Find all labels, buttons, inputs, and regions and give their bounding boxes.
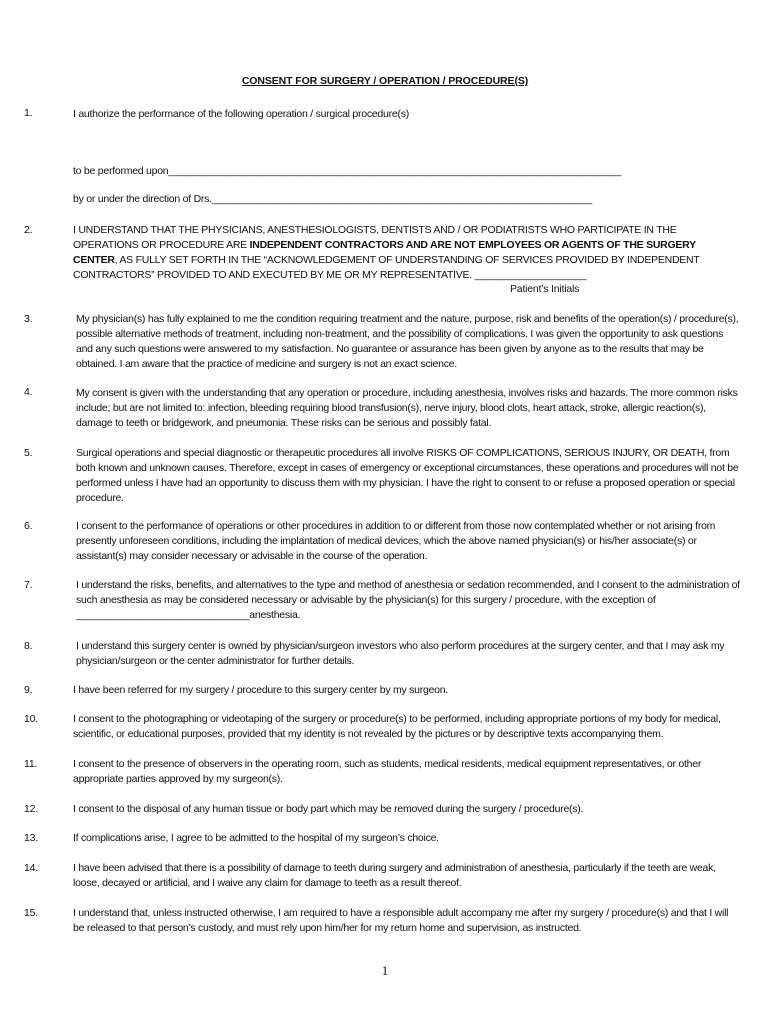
item-number-13: 13. — [24, 832, 38, 844]
item-number-14: 14. — [24, 862, 38, 874]
item-text-9: I have been referred for my surgery / procedure to this surgery center by my surgeon. — [73, 684, 449, 696]
item-text-1: I authorize the performance of the following operation / surgical procedure(s) — [73, 108, 409, 120]
item-number-11: 11. — [24, 758, 38, 770]
item-number-12: 12. — [24, 803, 38, 815]
item-number-10: 10. — [24, 713, 38, 725]
item-text-6: I consent to the performance of operations or other procedures in addition to or different from those now contemplated whether or not arising from presently unforeseen conditions, including the implantation of medical devices, which the above named physician(s) or his/her associate(s) or assistant(s) may consider necessary or advisable in the course of the operation. — [76, 520, 716, 562]
item-number-2: 2. — [24, 224, 33, 236]
item-text-15: I understand that, unless instructed otherwise, I am required to have a responsible adult accompany me after my surgery / procedure(s) and that I will be released to that person’s custody, and must rely upon him/her for my return home and supervision, as instructed. — [73, 907, 729, 934]
item-text-10: I consent to the photographing or videotaping of the surgery or procedure(s) to be performed, including appropriate portions of my body for medical, scientific, or educational purposes, provided that my identity is not revealed by the pictures or by descriptive texts accompanying them. — [73, 713, 721, 740]
page-number: 1 — [381, 963, 389, 978]
item-number-9: 9. — [24, 684, 33, 696]
item-number-3: 3. — [24, 313, 33, 325]
item-number-7: 7. — [24, 579, 33, 591]
item-text-7: I understand the risks, benefits, and alternatives to the type and method of anesthesia or sedation recommended, and I consent to the administration of such anesthesia as may be considered necessary or advisable by the physician(s) for this surgery / procedure, with the exception of _______________________________anesthesia. — [76, 579, 740, 621]
item-text-4: My consent is given with the understanding that any operation or procedure, including anesthesia, involves risks and hazards. The more common risks include; but are not limited to: infection, bleeding requiring blood transfusion(s), nerve injury, blood clots, heart attack, stroke, allergic reaction(s), damage to teeth or bridgework, and pneumonia. These risks can be serious and possibly fatal. — [76, 387, 738, 429]
independent-contractors-notice: INDEPENDENT CONTRACTORS AND ARE NOT EMPLOYEES OR AGENTS OF THE SURGERY CENTER — [73, 239, 696, 266]
item-number-1: 1. — [24, 107, 33, 119]
direction-of-line: by or under the direction of Drs.____________________________________________________________________ — [73, 193, 592, 205]
item-number-6: 6. — [24, 520, 33, 532]
item-text-13: If complications arise, I agree to be admitted to the hospital of my surgeon’s choice. — [73, 832, 439, 844]
item-text-14: I have been advised that there is a possibility of damage to teeth during surgery and administration of anesthesia, particularly if the teeth are weak, loose, decayed or artificial, and I waive any claim for damage to teeth as a result thereof. — [73, 862, 716, 889]
item-number-15: 15. — [24, 907, 38, 919]
item-text-12: I consent to the disposal of any human tissue or body part which may be removed during the surgery / procedure(s). — [73, 803, 584, 815]
performed-upon-line: to be performed upon_________________________________________________________________________________ — [73, 165, 622, 177]
item-number-5: 5. — [24, 447, 33, 459]
item-number-8: 8. — [24, 640, 33, 652]
item-text-5: Surgical operations and special diagnostic or therapeutic procedures all involve RISKS OF COMPLICATIONS, SERIOUS INJURY, OR DEATH, from both known and unknown causes. Therefore, except in cases of emergency or exceptional circumstances, these operations and procedures will not be performed unless I have had an opportunity to discuss them with my physician. I have the right to consent to or refuse a proposed operation or special procedure. — [76, 447, 739, 504]
patient-initials-label: Patient’s Initials — [510, 283, 580, 295]
form-title: CONSENT FOR SURGERY / OPERATION / PROCEDURE(S) — [241, 75, 529, 87]
item-text-11: I consent to the presence of observers in the operating room, such as students, medical residents, medical equipment representatives, or other appropriate parties approved by my surgeon(s). — [73, 758, 702, 785]
item-text-8: I understand this surgery center is owned by physician/surgeon investors who also perform procedures at the surgery center, and that I may ask my physician/surgeon or the center administrator for further details. — [76, 640, 725, 667]
item-text-2: I UNDERSTAND THAT THE PHYSICIANS, ANESTHESIOLOGISTS, DENTISTS AND / OR PODIATRISTS WHO PARTICIPATE IN THE OPERATIONS OR PROCEDURE ARE INDEPENDENT CONTRACTORS AND ARE NOT EMPLOYEES OR AGENTS OF THE SURGERY CENTER, AS FULLY SET FORTH IN THE “ACKNOWLEDGEMENT OF UNDERSTANDING OF SERVICES PROVIDED BY INDEPENDENT CONTRACTORS” PROVIDED TO AND EXECUTED BY ME OR MY REPRESENTATIVE. ____________________ — [73, 224, 700, 281]
item-text-3: My physician(s) has fully explained to me the condition requiring treatment and the nature, purpose, risk and benefits of the operation(s) / procedure(s), possible alternative methods of treatment, including non-treatment, and the possibility of complications. I was given the opportunity to ask questions and any such questions were answered to my satisfaction. No guarantee or assurance has been given by anyone as to the results that may be obtained. I am aware that the practice of medicine and surgery is not an exact science. — [76, 313, 739, 370]
item-number-4: 4. — [24, 386, 33, 398]
